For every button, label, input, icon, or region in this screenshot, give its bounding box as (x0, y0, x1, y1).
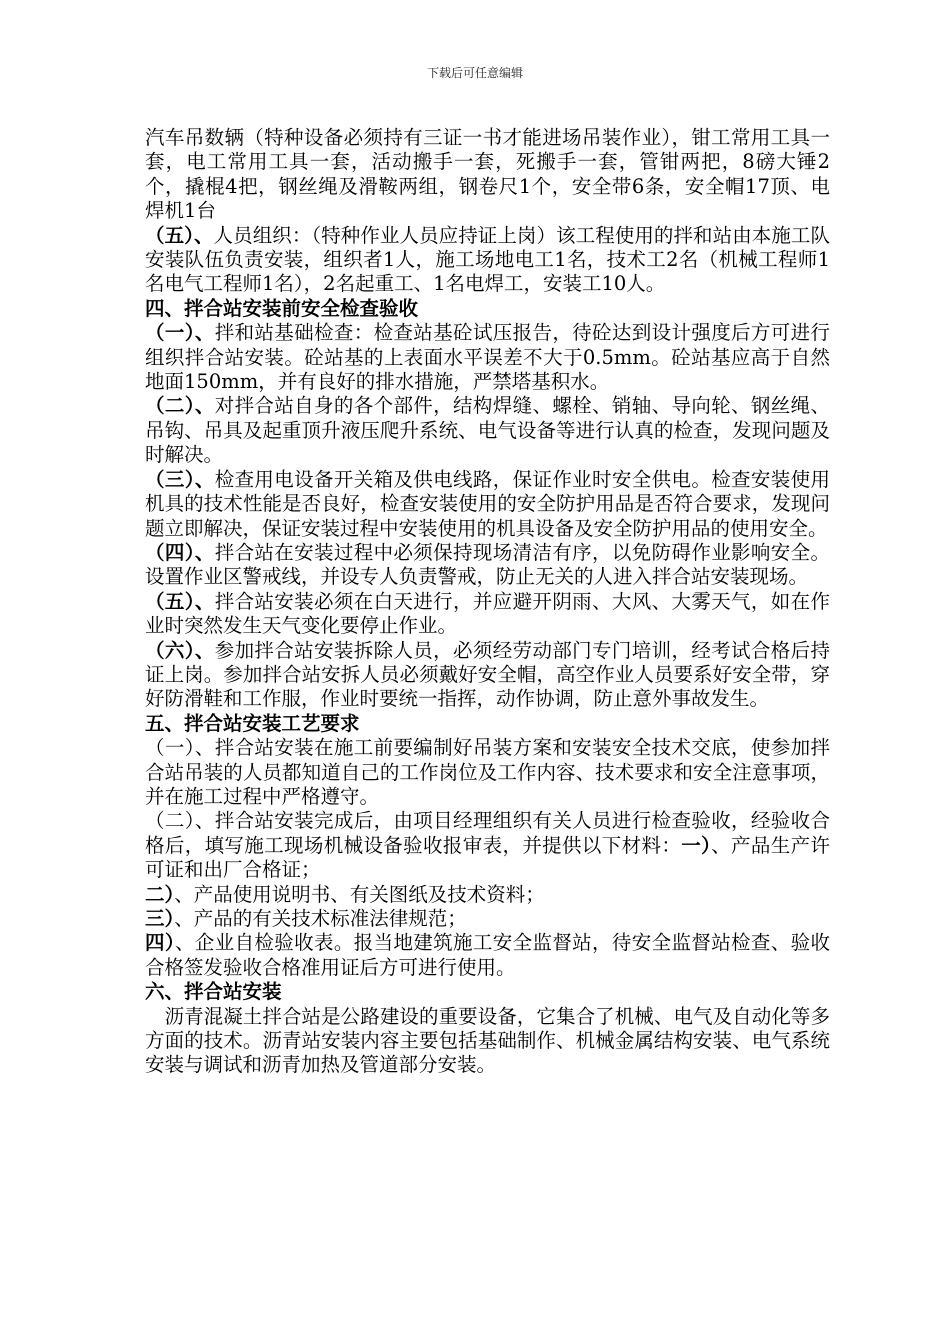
paragraph-component-check (145, 394, 830, 467)
paragraph-material-2 (145, 883, 830, 907)
section-heading-4: 四、拌合站安装前安全检查验收 (145, 296, 419, 320)
section-heading-6: 六、拌合站安装 (145, 980, 282, 1004)
paragraph-text: 拌合站在安装过程中必须保持现场清洁有序，以免防碍作业影响安全。设置作业区警戒线，并设专人负责警戒，防止无关的人进入拌合站安装现场。 (145, 540, 830, 589)
paragraph-lifting-plan (145, 736, 830, 809)
item-label: （一）、 (145, 321, 215, 345)
section-heading-5: 五、拌合站安装工艺要求 (145, 711, 360, 735)
item-label: 三） (145, 907, 175, 930)
item-label: （四）、 (145, 540, 215, 564)
item-label: （六）、 (145, 638, 215, 662)
document-body (145, 126, 830, 1078)
paragraph-text: 拌和站基础检查：检查站基砼试压报告，待砼达到设计强度后方可进行组织拌合站安装。砼站基的上表面水平误差不大于0.5mm。砼站基应高于自然地面150mm，并有良好的排水措施，严禁塔基积水。 (145, 321, 830, 394)
paragraph-text: 人员组织：（特种作业人员应持证上岗）该工程使用的拌和站由本施工队安装队伍负责安装，组织者1人，施工场地电工1名，技术工2名（机械工程师1名电气工程师1名），2名起重工、1名电焊工，安装工10人。 (145, 223, 830, 296)
paragraph-text: 、产品使用说明书、有关图纸及技术资料； (174, 882, 545, 906)
paragraph-text: 参加拌合站安装拆除人员，必须经劳动部门专门培训，经考试合格后持证上岗。参加拌合站安拆人员必须戴好安全帽，高空作业人员要系好安全带，穿好防滑鞋和工作服，作业时要统一指挥，动作协调，防止意外事故发生。 (145, 638, 830, 711)
header-note: 下载后可任意编辑 (426, 66, 523, 80)
paragraph-training (145, 639, 830, 712)
paragraph-material-3 (145, 907, 830, 931)
paragraph-text: 检查用电设备开关箱及供电线路，保证作业时安全供电。检查安装使用机具的技术性能是否良好，检查安装使用的安全防护用品是否符合要求，发现问题立即解决，保证安装过程中安装使用的机具设备及安全防护用品的使用安全。 (145, 467, 830, 540)
item-label: （五）、 (145, 223, 214, 247)
item-label: （三）、 (145, 467, 215, 491)
paragraph-text: 、产品生产许可证和出厂合格证； (145, 833, 830, 882)
paragraph-personnel (145, 224, 830, 297)
item-label: 四） (145, 931, 175, 955)
paragraph-site-order (145, 541, 830, 590)
paragraph-acceptance (145, 809, 830, 882)
paragraph-foundation-check (145, 321, 830, 394)
item-label: 一） (681, 833, 712, 857)
paragraph-equipment-list: 汽车吊数辆（特种设备必须持有三证一书才能进场吊装作业），钳工常用工具一套，电工常用工具一套，活动搬手一套，死搬手一套，管钳两把，8磅大锤2个，撬棍4把，钢丝绳及滑鞍两组，钢卷尺1个，安全带6条，安全帽17顶、电焊机1台 (145, 126, 830, 223)
paragraph-electrical-check (145, 468, 830, 541)
item-label: （一）、 (145, 736, 215, 760)
paragraph-weather (145, 590, 830, 639)
paragraph-text: 、企业自检验收表。报当地建筑施工安全监督站，待安全监督站检查、验收合格签发验收合格准用证后方可进行使用。 (145, 931, 830, 979)
paragraph-text: 拌合站安装必须在白天进行，并应避开阴雨、大风、大雾天气，如在作业时突然发生天气变化要停止作业。 (145, 589, 830, 638)
item-label: （五）、 (145, 589, 215, 613)
paragraph-installation-overview: 沥青混凝土拌合站是公路建设的重要设备，它集合了机械、电气及自动化等多方面的技术。沥青站安装内容主要包括基础制作、机械金属结构安装、电气系统安装与调试和沥青加热及管道部分安装。 (145, 1004, 830, 1077)
item-label: （二）、 (145, 809, 215, 833)
paragraph-text: 拌合站安装在施工前要编制好吊装方案和安装安全技术交底，使参加拌合站吊装的人员都知道自己的工作岗位及工作内容、技术要求和安全注意事项，并在施工过程中严格遵守。 (145, 736, 830, 808)
paragraph-text: 、产品的有关技术标准法律规范； (174, 907, 467, 930)
paragraph-material-4 (145, 931, 830, 980)
paragraph-text: 拌合站安装完成后，由项目经理组织有关人员进行检查验收，经验收合格后，填写施工现场机械设备验收报审表，并提供以下材料： (145, 809, 830, 857)
paragraph-text: 对拌合站自身的各个部件，结构焊缝、螺栓、销轴、导向轮、钢丝绳、吊钩、吊具及起重顶升液压爬升系统、电气设备等进行认真的检查，发现问题及时解决。 (145, 394, 830, 467)
item-label: 二） (145, 882, 175, 906)
item-label: （二）、 (145, 394, 215, 418)
